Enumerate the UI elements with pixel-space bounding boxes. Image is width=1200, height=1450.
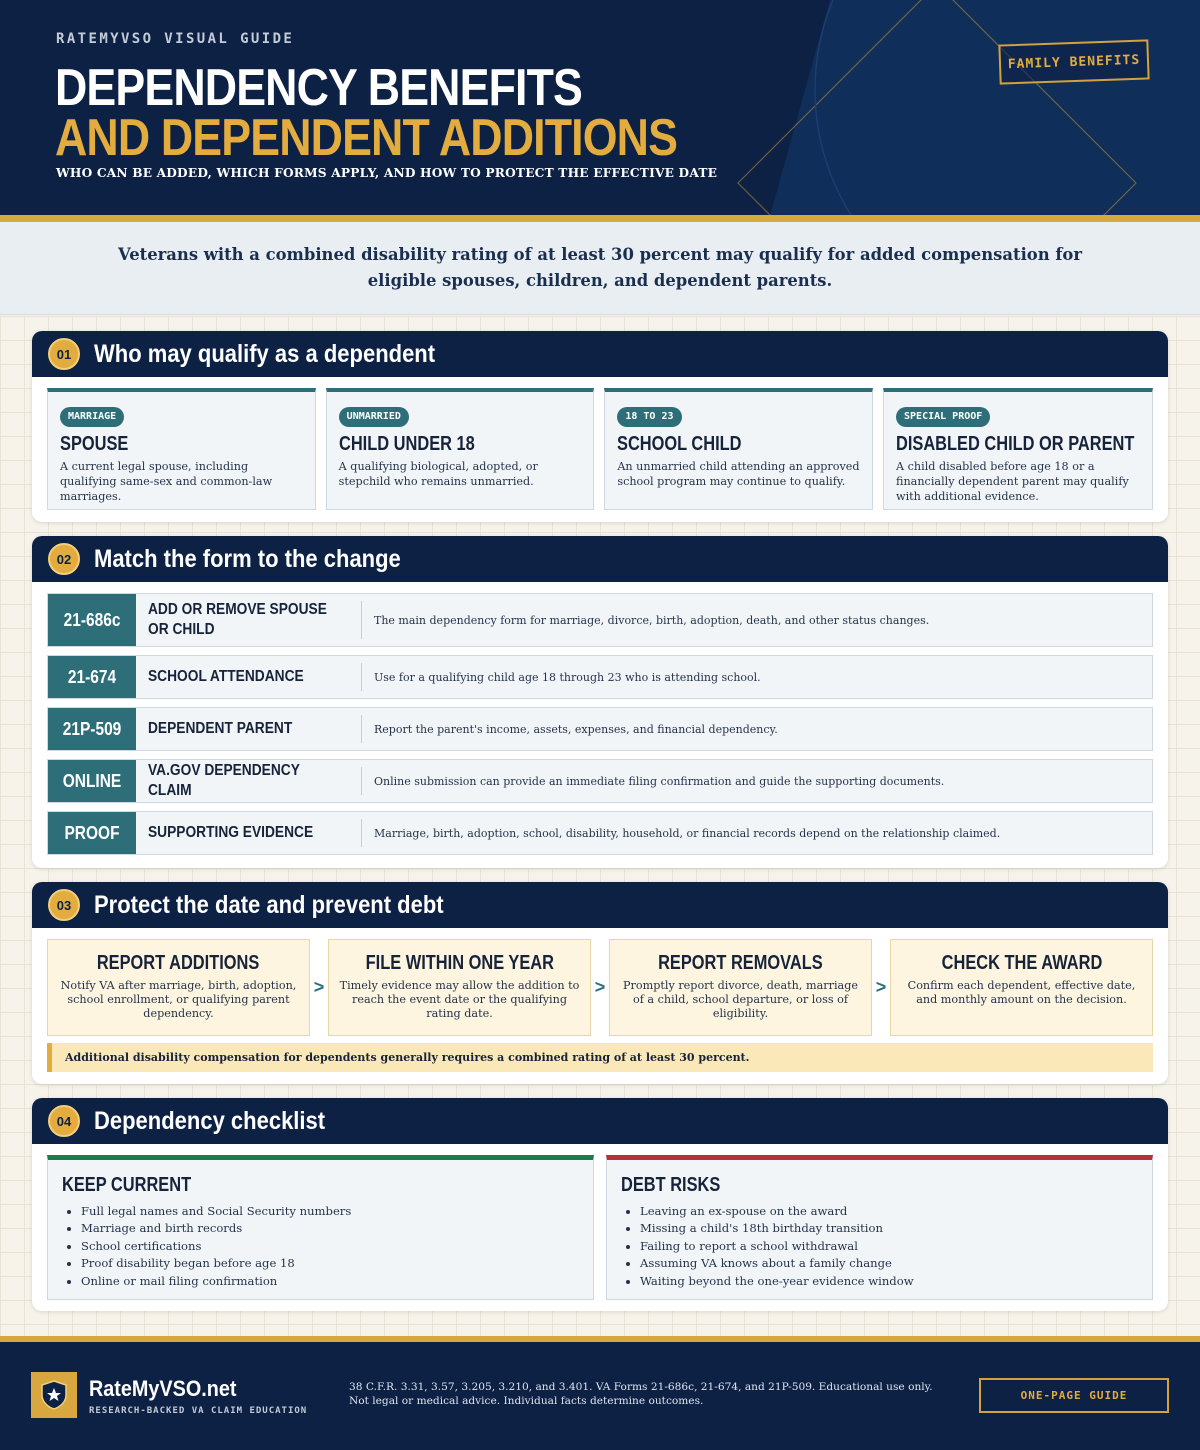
debt-risks-list — [621, 1203, 1138, 1290]
card-title: SPOUSE — [60, 433, 129, 455]
header-gold-rule — [0, 215, 1200, 222]
form-code: 21P-509 — [48, 708, 136, 750]
list-item: • Failing to report a school withdrawal — [640, 1238, 1138, 1255]
step-card-file-within-one-year — [328, 939, 591, 1036]
rating-requirement-note: Additional disability compensation for dependents generally requires a combined rating of at least 30 percent. — [47, 1043, 1153, 1072]
form-description: Report the parent's income, assets, expenses, and financial dependency. — [374, 722, 778, 736]
category-pill: 18 TO 23 — [617, 407, 681, 427]
chevron-right-icon: > — [594, 977, 606, 997]
step-title: REPORT ADDITIONS — [97, 952, 260, 974]
chevron-right-icon: > — [313, 977, 325, 997]
form-description: Marriage, birth, adoption, school, disability, household, or financial records depend on the relationship claimed. — [374, 826, 1001, 840]
dependent-card-disabled-child-or-parent — [883, 388, 1153, 510]
intro-band — [0, 222, 1200, 315]
section-header — [32, 1098, 1168, 1144]
page-title-line2: AND DEPENDENT ADDITIONS — [55, 109, 678, 167]
card-description: A current legal spouse, including qualifying same-sex and common-law marriages. — [60, 460, 273, 503]
form-code: 21-686c — [48, 594, 136, 646]
step-description: Promptly report divorce, death, marriage of a child, school departure, or loss of eligibility. — [622, 979, 858, 1020]
footer — [0, 1342, 1200, 1450]
card-title: DEBT RISKS — [621, 1174, 721, 1196]
form-code: 21-674 — [48, 656, 136, 698]
page-subtitle: WHO CAN BE ADDED, WHICH FORMS APPLY, AND HOW TO PROTECT THE EFFECTIVE DATE — [56, 166, 718, 180]
dependent-card-school-child — [604, 388, 873, 510]
form-row-21-674 — [47, 655, 1153, 699]
list-item: • Proof disability began before age 18 — [81, 1255, 579, 1272]
brand-tagline: RESEARCH-BACKED VA CLAIM EDUCATION — [89, 1406, 308, 1416]
section-title: Protect the date and prevent debt — [94, 890, 444, 919]
form-name: ADD OR REMOVE SPOUSE OR CHILD — [136, 601, 362, 639]
step-description: Notify VA after marriage, birth, adoption, school enrollment, or qualifying parent dependency. — [60, 979, 297, 1020]
section-protect-date — [32, 882, 1168, 1084]
intro-text: Veterans with a combined disability rating of at least 30 percent may qualify for added compensation for eligible spouses, children, and dependent parents. — [118, 245, 1082, 290]
card-title: CHILD UNDER 18 — [338, 433, 475, 455]
category-pill: UNMARRIED — [339, 407, 409, 427]
brand-name: RateMyVSO.net — [89, 1376, 237, 1401]
step-title: FILE WITHIN ONE YEAR — [365, 952, 554, 974]
section-header — [32, 882, 1168, 928]
list-item: • Full legal names and Social Security numbers — [81, 1203, 579, 1220]
card-description: A child disabled before age 18 or a financially dependent parent may qualify with additional evidence. — [896, 460, 1129, 503]
form-description: Use for a qualifying child age 18 through 23 who is attending school. — [374, 670, 761, 684]
section-number-badge: 01 — [48, 338, 80, 370]
section-number-badge: 04 — [48, 1105, 80, 1137]
form-row-online — [47, 759, 1153, 803]
list-item: • Leaving an ex-spouse on the award — [640, 1203, 1138, 1220]
form-row-proof — [47, 811, 1153, 855]
list-item: • Marriage and birth records — [81, 1220, 579, 1237]
step-card-report-removals — [609, 939, 872, 1036]
form-description: The main dependency form for marriage, divorce, birth, adoption, death, and other status changes. — [374, 613, 930, 627]
section-who-qualifies — [32, 331, 1168, 522]
list-item: • Assuming VA knows about a family change — [640, 1255, 1138, 1272]
category-pill: MARRIAGE — [60, 407, 124, 427]
section-match-form — [32, 536, 1168, 868]
dependent-card-child-under-18 — [326, 388, 595, 510]
list-item: • Missing a child's 18th birthday transition — [640, 1220, 1138, 1237]
header-banner — [0, 0, 1200, 216]
card-description: A qualifying biological, adopted, or stepchild who remains unmarried. — [338, 460, 538, 488]
form-name: VA.GOV DEPENDENCY CLAIM — [136, 767, 362, 795]
form-code: PROOF — [48, 812, 136, 854]
section-title: Match the form to the change — [94, 544, 401, 573]
form-row-21p-509 — [47, 707, 1153, 751]
keep-current-list — [62, 1203, 579, 1290]
eyebrow-label: RATEMYVSO VISUAL GUIDE — [56, 31, 295, 47]
form-name: DEPENDENT PARENT — [136, 715, 362, 743]
section-title: Who may qualify as a dependent — [94, 339, 436, 368]
card-title: SCHOOL CHILD — [617, 433, 742, 455]
dependent-card-spouse — [47, 388, 316, 510]
form-name: SCHOOL ATTENDANCE — [136, 663, 362, 691]
card-title: DISABLED CHILD OR PARENT — [896, 433, 1135, 455]
form-name: SUPPORTING EVIDENCE — [136, 819, 362, 847]
card-title: KEEP CURRENT — [62, 1174, 192, 1196]
page-title-line1: DEPENDENCY BENEFITS — [55, 59, 583, 117]
section-checklist — [32, 1098, 1168, 1311]
step-card-check-the-award — [890, 939, 1153, 1036]
section-title: Dependency checklist — [94, 1106, 326, 1135]
section-header — [32, 331, 1168, 377]
step-title: REPORT REMOVALS — [658, 952, 823, 974]
debt-risks-card — [606, 1155, 1153, 1300]
section-number-badge: 03 — [48, 889, 80, 921]
form-row-21-686c — [47, 593, 1153, 647]
shield-star-icon — [31, 1372, 77, 1418]
family-benefits-badge: FAMILY BENEFITS — [998, 39, 1149, 84]
section-header — [32, 536, 1168, 582]
legal-disclaimer: 38 C.F.R. 3.31, 3.57, 3.205, 3.210, and 3.401. VA Forms 21-686c, 21-674, and 21P-509. Educational use only. Not legal or medical advice. Individual facts determine outcomes. — [349, 1381, 933, 1407]
step-card-report-additions — [47, 939, 310, 1036]
step-description: Timely evidence may allow the addition to reach the event date or the qualifying rating date. — [339, 979, 580, 1020]
chevron-right-icon: > — [875, 977, 887, 997]
card-description: An unmarried child attending an approved school program may continue to qualify. — [617, 460, 860, 488]
keep-current-card — [47, 1155, 594, 1300]
list-item: • School certifications — [81, 1238, 579, 1255]
step-description: Confirm each dependent, effective date, and monthly amount on the decision. — [907, 979, 1136, 1006]
section-number-badge: 02 — [48, 543, 80, 575]
one-page-guide-badge: ONE-PAGE GUIDE — [979, 1378, 1169, 1413]
step-title: CHECK THE AWARD — [941, 952, 1102, 974]
form-description: Online submission can provide an immediate filing confirmation and guide the supporting documents. — [374, 774, 945, 788]
list-item: • Waiting beyond the one-year evidence window — [640, 1273, 1138, 1290]
category-pill: SPECIAL PROOF — [896, 407, 990, 427]
list-item: • Online or mail filing confirmation — [81, 1273, 579, 1290]
form-code: ONLINE — [48, 760, 136, 802]
